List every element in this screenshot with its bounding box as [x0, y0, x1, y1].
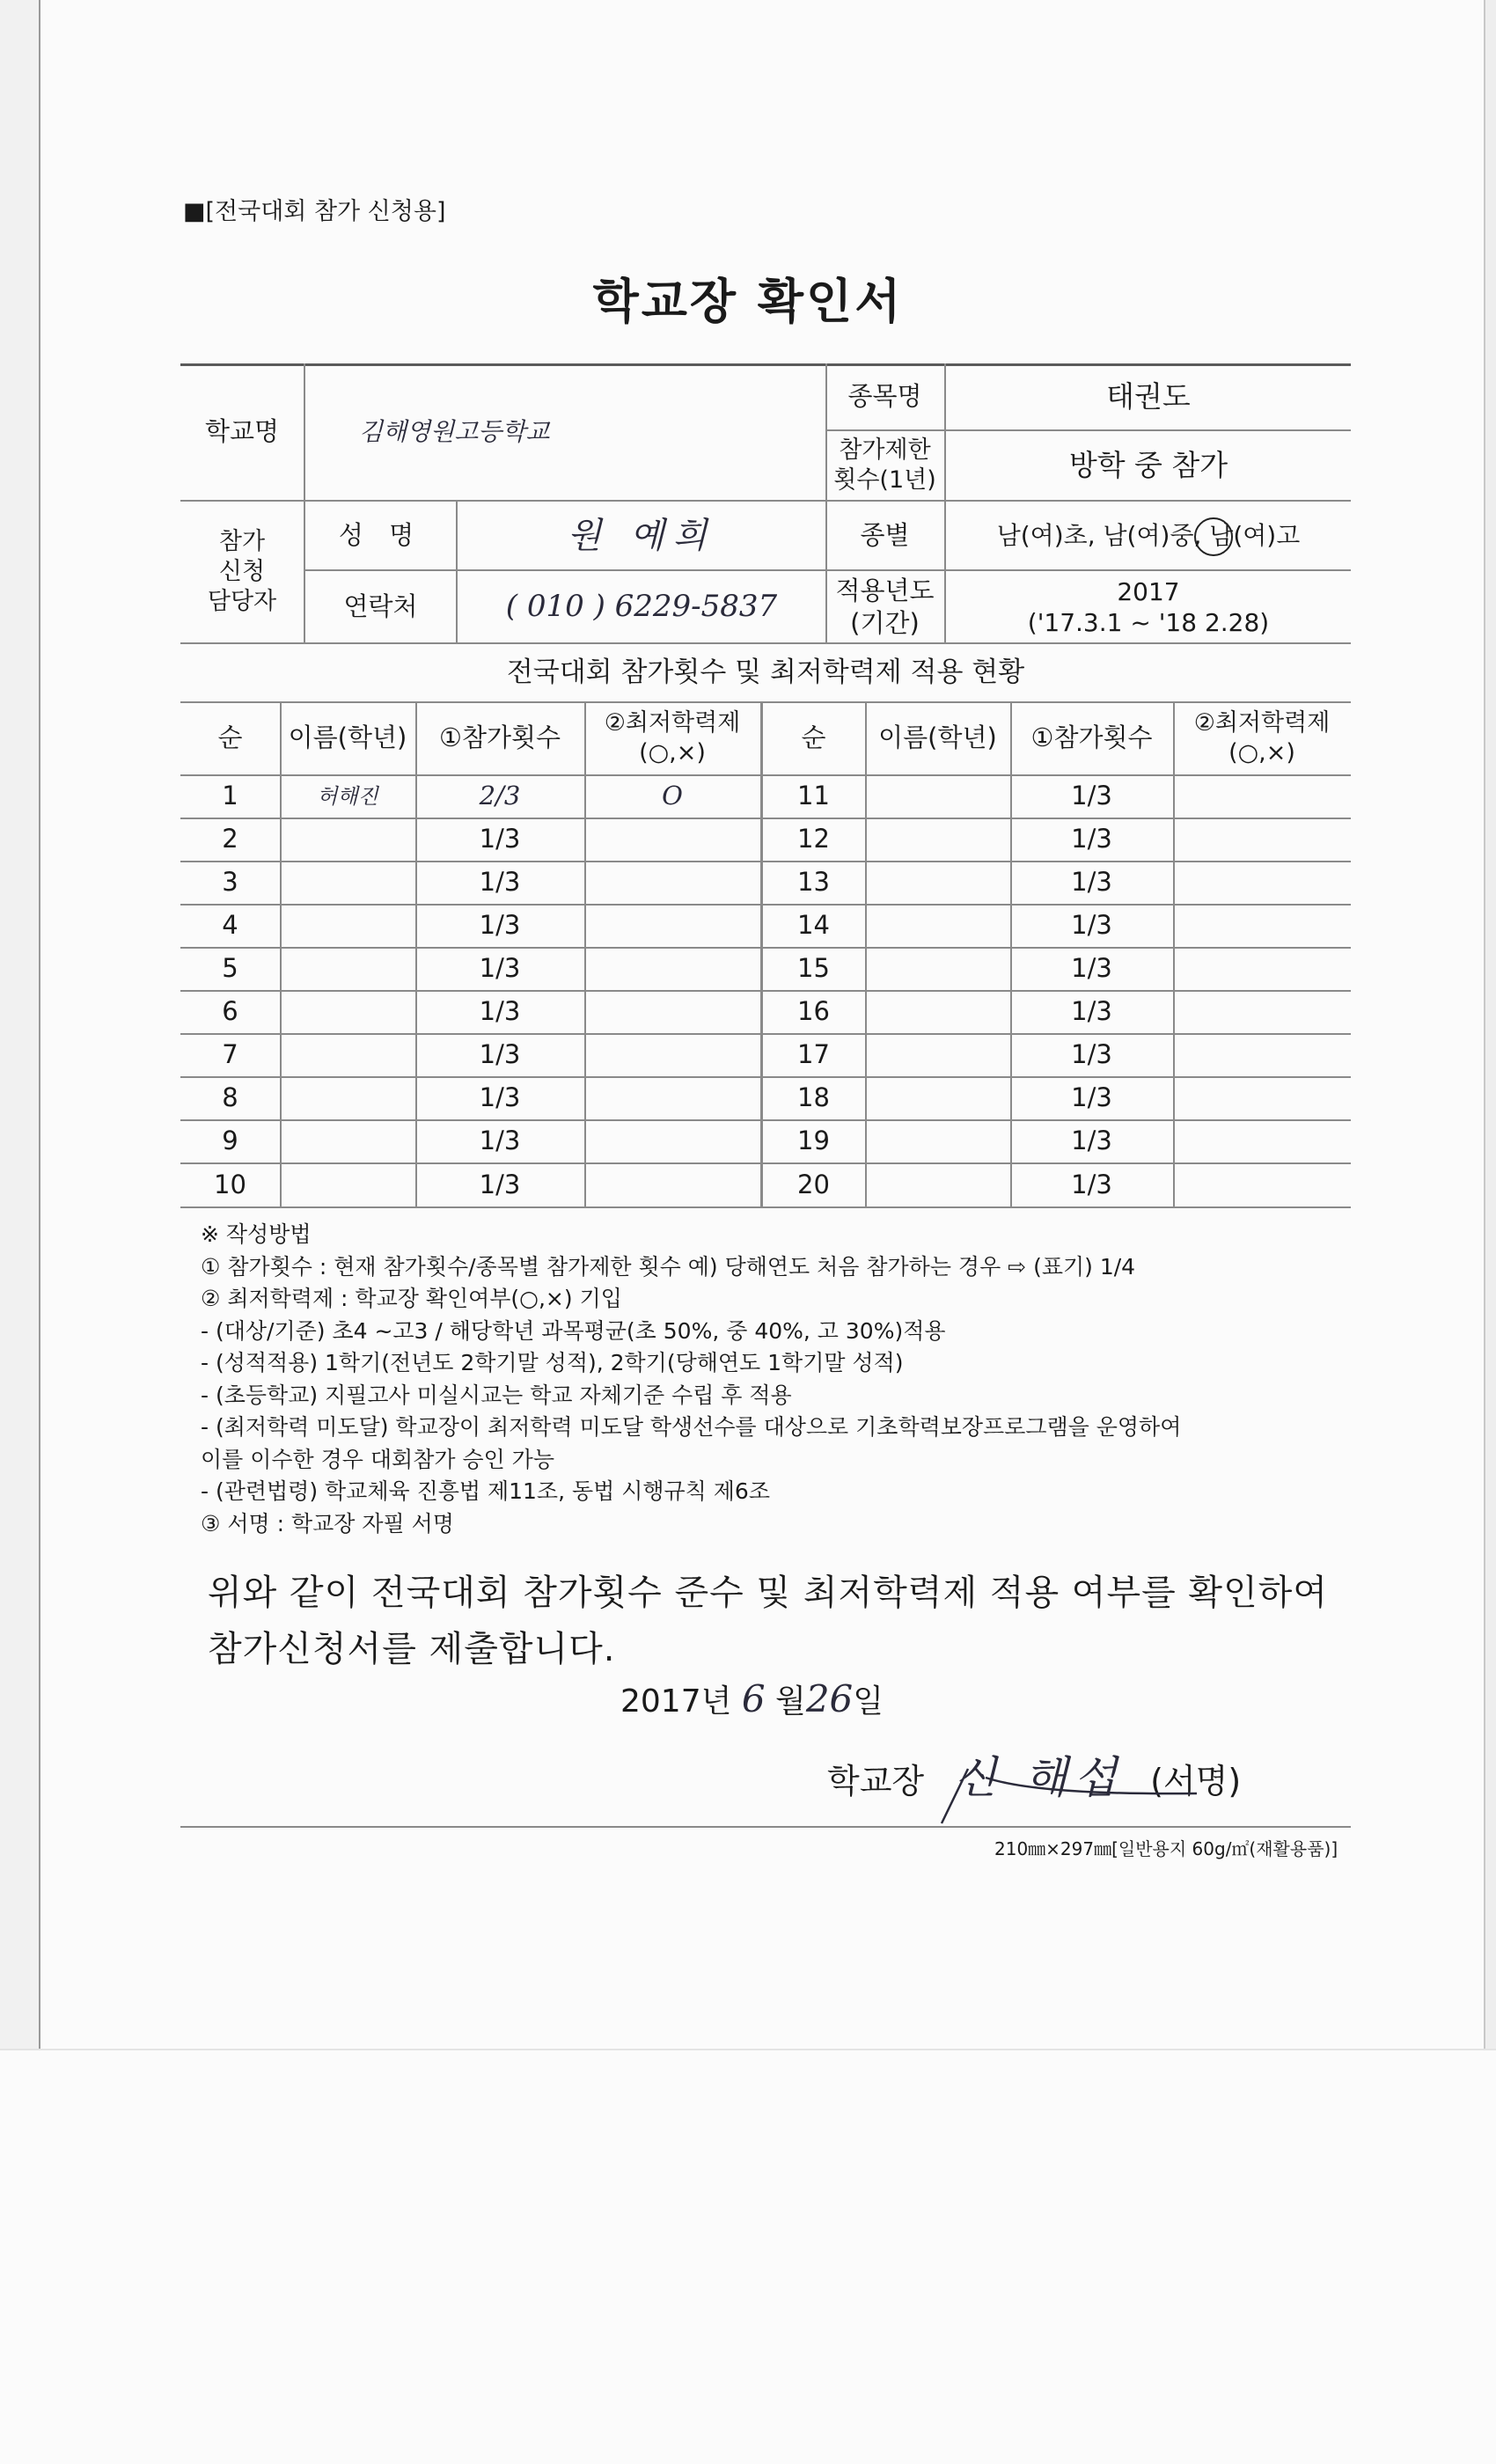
col-header-min-academic: ②최저학력제 (○,×)	[604, 708, 741, 766]
right-row-10-no: 20	[797, 1170, 830, 1200]
right-row-7-name	[865, 1033, 1010, 1076]
right-row-3-count: 1/3	[1071, 867, 1112, 898]
left-row-4-count: 1/3	[479, 910, 521, 941]
left-row-6-min	[584, 990, 760, 1033]
right-row-7-count: 1/3	[1071, 1039, 1112, 1070]
col-header-no: 순	[217, 722, 243, 753]
right-row-10-count: 1/3	[1071, 1170, 1112, 1200]
right-row-9-min	[1173, 1119, 1351, 1162]
year-value: 2017 ('17.3.1 ~ '18 2.28)	[1027, 576, 1270, 637]
left-row-6-no: 6	[222, 996, 238, 1027]
instruction-line: - (대상/기준) 초4 ~고3 / 해당학년 과목평균(초 50%, 중 40%, 고 30%)적용	[201, 1317, 946, 1344]
left-row-10-no: 10	[214, 1170, 246, 1200]
right-row-5-name	[865, 947, 1010, 990]
right-row-6-name	[865, 990, 1010, 1033]
date-year: 2017년	[620, 1683, 732, 1720]
left-row-1-name: 허해진	[317, 783, 378, 809]
col-header-count: ①참가횟수	[438, 722, 561, 753]
left-row-2-no: 2	[222, 824, 238, 854]
left-row-6-count: 1/3	[479, 996, 521, 1027]
instruction-line: ① 참가횟수 : 현재 참가횟수/종목별 참가제한 횟수 예) 당해연도 처음 참가하는 경우 ⇨ (표기) 1/4	[201, 1253, 1136, 1280]
scan-bottom-edge	[0, 2049, 1496, 2050]
name-value: 원 예희	[567, 515, 716, 556]
left-row-5-min	[584, 947, 760, 990]
col-header-count-right: ①참가횟수	[1030, 722, 1153, 753]
left-row-8-min	[584, 1076, 760, 1119]
date-month-label: 월	[775, 1683, 806, 1720]
sign-label: (서명)	[1150, 1762, 1242, 1800]
left-row-9-min	[584, 1119, 760, 1162]
left-row-2-count: 1/3	[479, 824, 521, 854]
right-row-1-count: 1/3	[1071, 781, 1112, 811]
left-row-9-name	[280, 1119, 415, 1162]
date-month: 6	[741, 1677, 766, 1720]
right-row-2-count: 1/3	[1071, 824, 1112, 854]
right-row-2-no: 12	[797, 824, 830, 854]
right-row-5-min	[1173, 947, 1351, 990]
paper-spec: 210㎜×297㎜[일반용지 60g/㎡(재활용품)]	[994, 1838, 1338, 1859]
left-row-5-no: 5	[222, 953, 238, 984]
contact-label: 연락처	[343, 591, 418, 622]
limit-label: 참가제한 횟수(1년)	[833, 436, 936, 494]
right-row-2-min	[1173, 818, 1351, 861]
writing-instructions	[201, 1219, 1380, 1540]
right-row-9-count: 1/3	[1071, 1126, 1112, 1156]
instruction-line: - (관련법령) 학교체육 진흥법 제11조, 동법 시행규칙 제6조	[201, 1478, 770, 1504]
left-row-8-name	[280, 1076, 415, 1119]
left-row-5-name	[280, 947, 415, 990]
left-row-5-count: 1/3	[479, 953, 521, 984]
instruction-line: - (초등학교) 지필고사 미실시교는 학교 자체기준 수립 후 적용	[201, 1382, 792, 1408]
left-row-4-min	[584, 904, 760, 947]
date-day: 26	[805, 1677, 854, 1720]
left-row-4-name	[280, 904, 415, 947]
right-row-5-no: 15	[797, 953, 830, 984]
right-row-3-min	[1173, 861, 1351, 904]
type-value: 남(여)초, 남(여)중, 남(여)고	[996, 521, 1301, 550]
principal-label: 학교장	[827, 1762, 925, 1800]
right-row-6-count: 1/3	[1071, 996, 1112, 1027]
right-row-10-name	[865, 1163, 1010, 1206]
left-row-10-count: 1/3	[479, 1170, 521, 1200]
right-row-3-no: 13	[797, 867, 830, 898]
limit-value: 방학 중 참가	[1068, 448, 1228, 483]
year-label: 적용년도 (기간)	[835, 576, 935, 638]
left-row-8-no: 8	[222, 1082, 238, 1113]
confirmation-statement: 위와 같이 전국대회 참가횟수 준수 및 최저학력제 적용 여부를 확인하여 참가신청서를 제출합니다.	[208, 1573, 1328, 1669]
col-header-min-academic-right: ②최저학력제 (○,×)	[1193, 708, 1331, 766]
type-label: 종별	[860, 520, 910, 551]
female-selection-circle	[1192, 516, 1235, 558]
contact-value: ( 010 ) 6229-5837	[505, 589, 778, 625]
left-row-4-no: 4	[222, 910, 238, 941]
right-row-5-count: 1/3	[1071, 953, 1112, 984]
right-row-8-name	[865, 1076, 1010, 1119]
left-row-1-no: 1	[222, 781, 238, 811]
left-row-6-name	[280, 990, 415, 1033]
right-row-3-name	[865, 861, 1010, 904]
instruction-line: ② 최저학력제 : 학교장 확인여부(○,×) 기입	[201, 1286, 622, 1311]
instruction-line: ※ 작성방법	[201, 1221, 312, 1247]
right-row-10-min	[1173, 1163, 1351, 1206]
event-label: 종목명	[847, 381, 922, 412]
right-row-6-min	[1173, 990, 1351, 1033]
right-row-2-name	[865, 818, 1010, 861]
left-row-8-count: 1/3	[479, 1082, 521, 1113]
date-day-label: 일	[853, 1683, 884, 1720]
right-row-8-no: 18	[797, 1082, 830, 1113]
right-row-7-no: 17	[797, 1039, 830, 1070]
right-row-9-name	[865, 1119, 1010, 1162]
right-row-8-min	[1173, 1076, 1351, 1119]
right-row-1-name	[865, 774, 1010, 818]
right-row-4-no: 14	[797, 910, 830, 941]
left-row-9-no: 9	[222, 1126, 238, 1156]
status-table-title: 전국대회 참가횟수 및 최저학력제 적용 현황	[506, 656, 1025, 688]
left-row-1-count: 2/3	[479, 781, 521, 811]
right-row-4-count: 1/3	[1071, 910, 1112, 941]
col-header-name-right: 이름(학년)	[878, 722, 997, 753]
document-title: 학교장 확인서	[592, 274, 904, 329]
left-row-1-min: O	[662, 781, 683, 811]
principal-signature: 신 해섭	[954, 1752, 1125, 1803]
col-header-name: 이름(학년)	[288, 722, 407, 753]
form-header-tag: ■[전국대회 참가 신청용]	[183, 198, 446, 225]
school-value: 김해영원고등학교	[359, 417, 550, 446]
event-value: 태권도	[1106, 378, 1191, 414]
left-row-3-name	[280, 861, 415, 904]
right-row-7-min	[1173, 1033, 1351, 1076]
instruction-line: ③ 서명 : 학교장 자필 서명	[201, 1510, 454, 1536]
left-row-3-count: 1/3	[479, 867, 521, 898]
left-row-3-no: 3	[222, 867, 238, 898]
instruction-line: - (최저학력 미도달) 학교장이 최저학력 미도달 학생선수를 대상으로 기초학력보장프로그램을 운영하여	[201, 1414, 1182, 1440]
instruction-line: 이를 이수한 경우 대회참가 승인 가능	[201, 1446, 554, 1472]
right-row-8-count: 1/3	[1071, 1082, 1112, 1113]
left-row-7-name	[280, 1033, 415, 1076]
left-row-3-min	[584, 861, 760, 904]
left-row-10-name	[280, 1163, 415, 1206]
right-row-1-no: 11	[797, 781, 830, 811]
left-row-7-count: 1/3	[479, 1039, 521, 1070]
col-header-no-right: 순	[801, 722, 826, 753]
left-row-9-count: 1/3	[479, 1126, 521, 1156]
right-row-9-no: 19	[797, 1126, 830, 1156]
instruction-line: - (성적적용) 1학기(전년도 2학기말 성적), 2학기(당해연도 1학기말 성적)	[201, 1350, 904, 1375]
right-row-4-name	[865, 904, 1010, 947]
left-row-7-min	[584, 1033, 760, 1076]
right-row-6-no: 16	[797, 996, 830, 1027]
left-row-7-no: 7	[222, 1039, 238, 1070]
right-row-4-min	[1173, 904, 1351, 947]
name-label: 성 명	[338, 520, 423, 551]
left-row-10-min	[584, 1163, 760, 1206]
right-row-1-min	[1173, 774, 1351, 818]
school-label: 학교명	[204, 416, 280, 447]
left-row-2-name	[280, 818, 415, 861]
submission-date	[620, 1676, 884, 1721]
manager-label: 참가 신청 담당자	[207, 528, 277, 615]
left-row-2-min	[584, 818, 760, 861]
